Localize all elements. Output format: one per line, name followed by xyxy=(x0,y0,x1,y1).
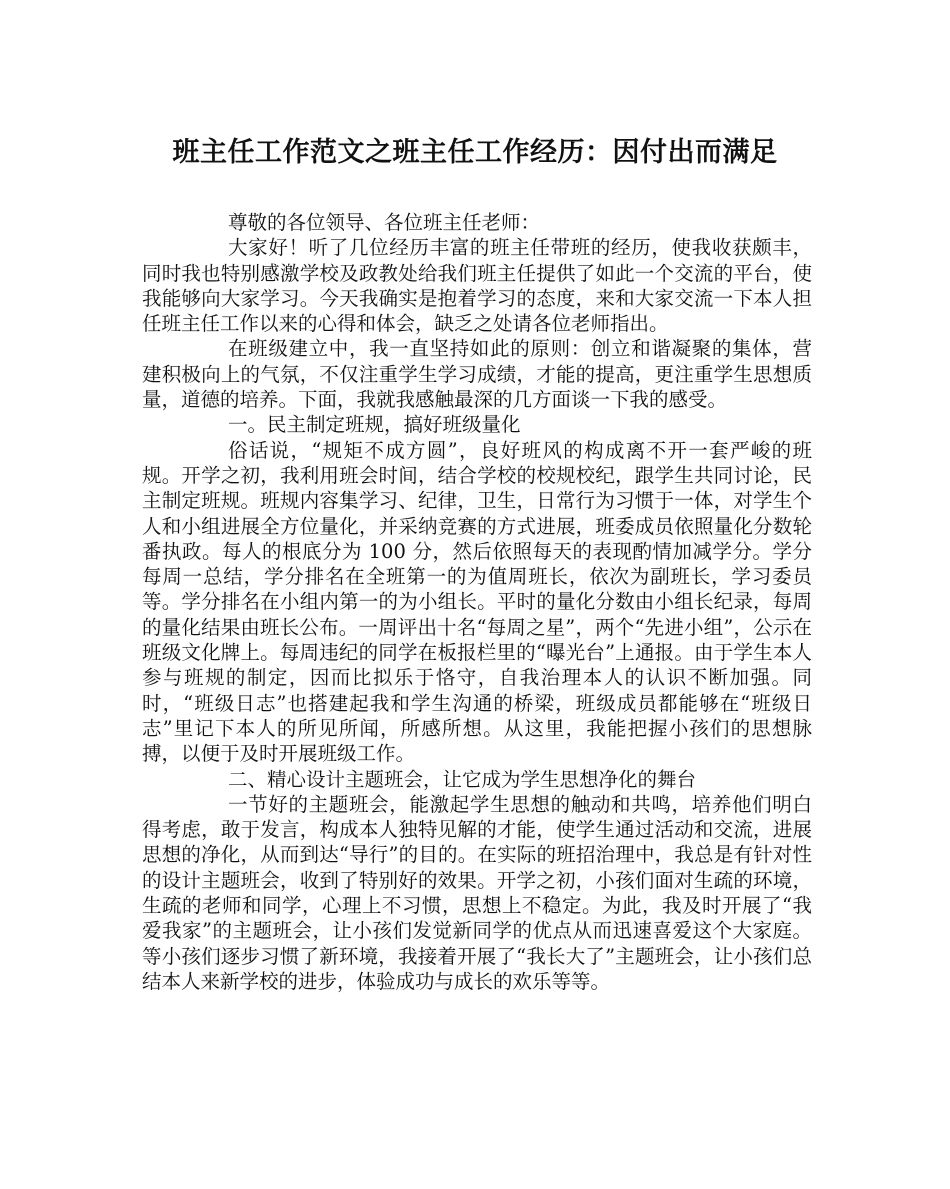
section-heading-2: 二、精心设计主题班会，让它成为学生思想净化的舞台 xyxy=(228,767,697,791)
document-title: 班主任工作范文之班主任工作经历：因付出而满足 xyxy=(172,137,778,168)
document-body xyxy=(142,210,812,994)
paragraph-principles: 在班级建立中，我一直坚持如此的原则：创立和谐凝聚的集体，营建积极向上的气氛，不仅注重学生学习成绩，才能的提高，更注重学生思想质量，道德的培养。下面，我就我感触最深的几方面谈一下我的感受。 xyxy=(142,337,812,412)
paragraph-greeting: 尊敬的各位领导、各位班主任老师： xyxy=(228,211,541,234)
paragraph-theme-meetings: 一节好的主题班会，能激起学生思想的触动和共鸣，培养他们明白得考虑，敢于发言，构成本人独特见解的才能，使学生通过活动和交流，进展思想的净化，从而到达“导行”的目的。在实际的班招治理中，我总是有针对性的设计主题班会，收到了特别好的效果。开学之初，小孩们面对生疏的环境，生疏的老师和同学，心理上不习惯，思想上不稳定。为此，我及时开展了“我爱我家”的主题班会，让小孩们发觉新同学的优点从而迅速喜爱这个大家庭。等小孩们逐步习惯了新环境，我接着开展了“我长大了”主题班会，让小孩们总结本人来新学校的进步，体验成功与成长的欢乐等等。 xyxy=(142,792,812,993)
section-heading-1: 一。民主制定班规，搞好班级量化 xyxy=(228,413,521,437)
paragraph-class-rules: 俗话说，“规矩不成方圆”，良好班风的构成离不开一套严峻的班规。开学之初，我利用班会时间，结合学校的校规校纪，跟学生共同讨论，民主制定班规。班规内容集学习、纪律，卫生，日常行为习惯于一体，对学生个人和小组进展全方位量化，并采纳竞赛的方式进展，班委成员依照量化分数轮番执政。每人的根底分为 100 分，然后依照每天的表现酌情加减学分。学分每周一总结，学分排名在全班第一的为值周班长，依次为副班长，学习委员等。学分排名在小组内第一的为小组长。平时的量化分数由小组长纪录，每周的量化结果由班长公布。一周评出十名“每周之星”，两个“先进小组”，公示在班级文化牌上。每周违纪的同学在板报栏里的“曝光台”上通报。由于学生本人参与班规的制定，因而比拟乐于恪守，自我治理本人的认识不断加强。同时，“班级日志”也搭建起我和学生沟通的桥梁，班级成员都能够在“班级日志”里记下本人的所见所闻，所感所想。从这里，我能把握小孩们的思想脉搏，以便于及时开展班级工作。 xyxy=(142,438,812,766)
paragraph-opening: 大家好！听了几位经历丰富的班主任带班的经历，使我收获颇丰，同时我也特别感激学校及政教处给我们班主任提供了如此一个交流的平台，使我能够向大家学习。今天我确实是抱着学习的态度，来和大家交流一下本人担任班主任工作以来的心得和体会，缺乏之处请各位老师指出。 xyxy=(142,236,812,336)
